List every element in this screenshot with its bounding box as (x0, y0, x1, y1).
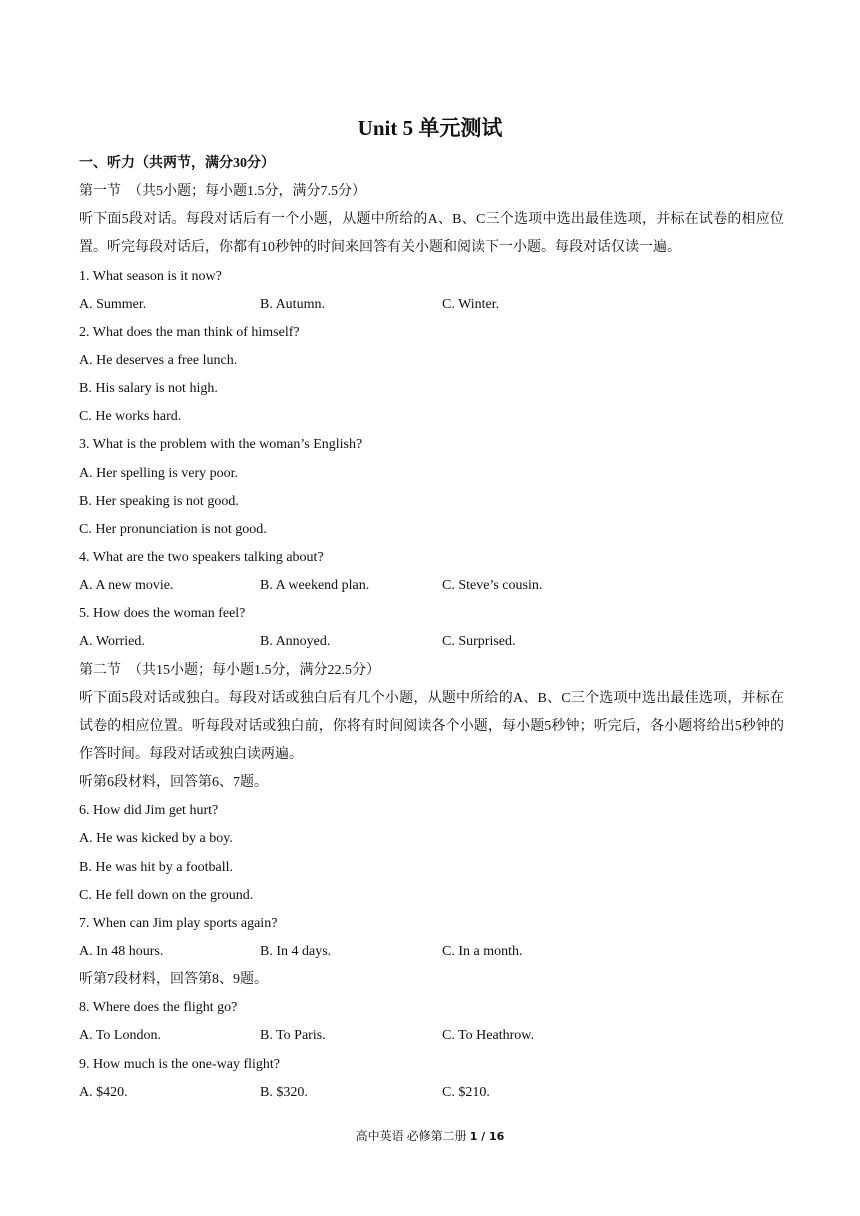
option-a: A. Summer. (79, 296, 147, 312)
question-options (79, 291, 784, 319)
page-title: Unit 5 单元测试 (357, 116, 503, 140)
option-c: C. Her pronunciation is not good. (79, 521, 267, 537)
option-b: B. A weekend plan. (260, 578, 370, 594)
question-stem: 6. How did Jim get hurt? (79, 803, 219, 819)
option-b: B. Her speaking is not good. (79, 493, 239, 509)
part1-heading: 第一节 （共5小题；每小题1.5分，满分7.5分） (79, 184, 366, 200)
option-a: A. Her spelling is very poor. (79, 465, 239, 481)
option-a: A. $420. (79, 1084, 128, 1100)
option-b: B. To Paris. (260, 1028, 326, 1044)
option-b: B. In 4 days. (260, 944, 332, 960)
question-options (79, 938, 784, 966)
page-footer (0, 1126, 860, 1147)
option-b: B. Autumn. (260, 296, 325, 312)
part1-instructions: 听下面5段对话。每段对话后有一个小题，从题中所给的A、B、C三个选项中选出最佳选项，并标在试卷的相应位置。听完每段对话后，你都有10秒钟的时间来回答有关小题和阅读下一小题。每段对话仅读一遍。 (79, 212, 784, 256)
option-b: B. His salary is not high. (79, 381, 218, 397)
option-a: A. He was kicked by a boy. (79, 831, 233, 847)
option-c: C. To Heathrow. (442, 1028, 534, 1044)
document-content (79, 150, 784, 1107)
question-stem: 2. What does the man think of himself? (79, 324, 300, 340)
option-c: C. Steve’s cousin. (442, 578, 543, 594)
option-c: C. $210. (442, 1084, 490, 1100)
part2-heading: 第二节 （共15小题；每小题1.5分，满分22.5分） (79, 662, 380, 678)
question-options (79, 572, 784, 600)
page-number: 1 / 16 (469, 1130, 505, 1143)
material-7-note: 听第7段材料，回答第8、9题。 (79, 972, 268, 988)
option-a: A. To London. (79, 1028, 161, 1044)
option-a: A. In 48 hours. (79, 944, 164, 960)
question-stem: 7. When can Jim play sports again? (79, 915, 278, 931)
option-c: C. Winter. (442, 296, 500, 312)
question-stem: 9. How much is the one-way flight? (79, 1056, 281, 1072)
option-c: C. He works hard. (79, 409, 182, 425)
footer-book-title: 高中英语 必修第二册 (355, 1129, 467, 1143)
part2-instructions: 听下面5段对话或独白。每段对话或独白后有几个小题，从题中所给的A、B、C三个选项中选出最佳选项，并标在试卷的相应位置。听每段对话或独白前，你将有时间阅读各个小题，每小题5秒钟；听完后，各小题将给出5秒钟的作答时间。每段对话或独白读两遍。 (79, 690, 784, 763)
option-c: C. He fell down on the ground. (79, 887, 254, 903)
option-a: A. He deserves a free lunch. (79, 353, 238, 369)
question-stem: 1. What season is it now? (79, 268, 222, 284)
option-b: B. He was hit by a football. (79, 859, 233, 875)
option-b: B. $320. (260, 1084, 308, 1100)
option-a: A. A new movie. (79, 578, 174, 594)
material-6-note: 听第6段材料，回答第6、7题。 (79, 775, 268, 791)
option-c: C. In a month. (442, 944, 523, 960)
question-stem: 4. What are the two speakers talking about? (79, 550, 324, 565)
option-b: B. Annoyed. (260, 634, 331, 650)
question-stem: 5. How does the woman feel? (79, 606, 246, 622)
section-heading-listening: 一、听力（共两节，满分30分） (79, 156, 275, 171)
question-options (79, 1022, 784, 1050)
option-c: C. Surprised. (442, 634, 516, 650)
question-stem: 8. Where does the flight go? (79, 1000, 238, 1016)
question-options (79, 628, 784, 656)
option-a: A. Worried. (79, 634, 145, 650)
question-stem: 3. What is the problem with the woman’s English? (79, 437, 363, 453)
question-options (79, 1079, 784, 1107)
